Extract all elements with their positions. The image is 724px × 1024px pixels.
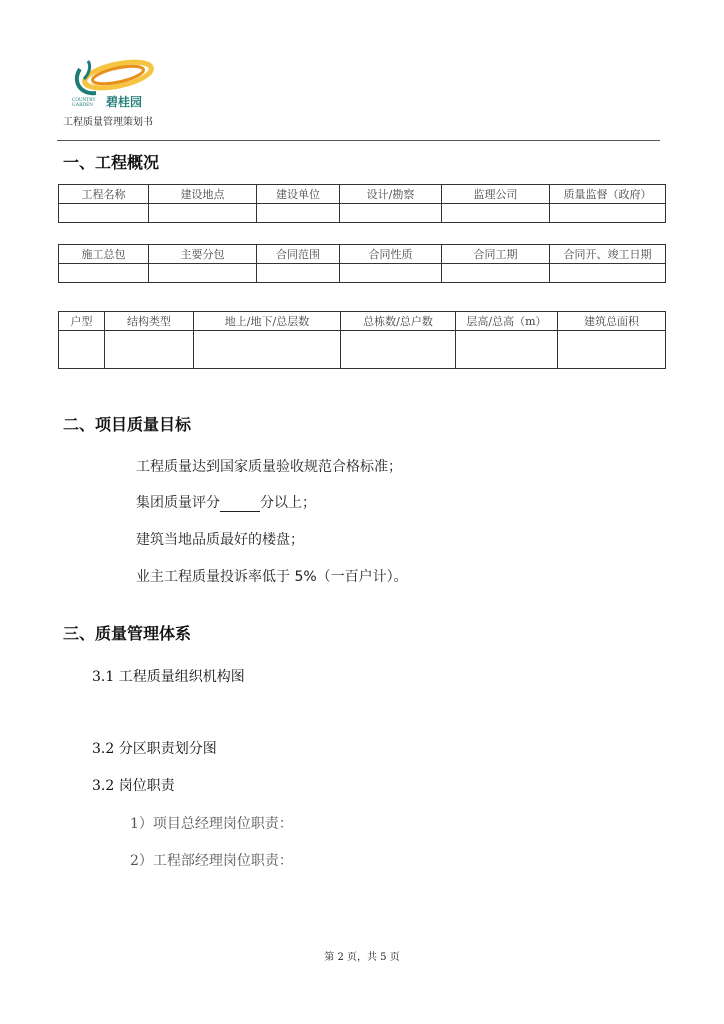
table-cell[interactable] xyxy=(340,204,442,223)
table-header-cell: 层高/总高（m） xyxy=(456,312,558,331)
subsection-3-2b: 3.2 岗位职责 xyxy=(92,778,175,794)
table-cell[interactable] xyxy=(550,204,666,223)
table-header-cell: 主要分包 xyxy=(149,245,257,264)
table-cell[interactable] xyxy=(149,204,257,223)
quality-goal-2 xyxy=(136,492,316,512)
table-header-cell: 总栋数/总户数 xyxy=(341,312,456,331)
page-number: 第 2 页，共 5 页 xyxy=(324,952,400,963)
table-cell[interactable] xyxy=(341,331,456,369)
table-cell[interactable] xyxy=(194,331,341,369)
project-info-table-1 xyxy=(58,184,666,223)
table-cell[interactable] xyxy=(257,204,340,223)
table-row xyxy=(59,264,666,283)
logo-english-text: COUNTRY GARDEN xyxy=(72,98,96,108)
table-header-cell: 建设地点 xyxy=(149,185,257,204)
quality-goal-4: 业主工程质量投诉率低于 5%（一百户计）。 xyxy=(136,569,408,585)
logo-chinese-text: 碧桂园 xyxy=(106,95,143,109)
table-cell[interactable] xyxy=(257,264,340,283)
table-header-cell: 合同性质 xyxy=(340,245,442,264)
table-cell[interactable] xyxy=(340,264,442,283)
table-row xyxy=(59,331,666,369)
quality-goal-3: 建筑当地品质最好的楼盘； xyxy=(136,532,304,548)
table-header-cell: 合同工期 xyxy=(442,245,550,264)
header-divider xyxy=(57,140,660,141)
table-header-cell: 合同开、竣工日期 xyxy=(550,245,666,264)
table-row xyxy=(59,204,666,223)
goal-2-suffix: 分以上； xyxy=(260,495,316,511)
table-header-cell: 地上/地下/总层数 xyxy=(194,312,341,331)
table-header-cell: 建筑总面积 xyxy=(558,312,666,331)
quality-goal-1: 工程质量达到国家质量验收规范合格标准； xyxy=(136,459,402,475)
table-cell[interactable] xyxy=(105,331,194,369)
goal-2-prefix: 集团质量评分 xyxy=(136,495,220,511)
duty-item-1: 1）项目总经理岗位职责： xyxy=(130,816,293,832)
table-header-row xyxy=(59,245,666,264)
score-blank-field[interactable] xyxy=(220,497,260,512)
section-3-heading: 三、质量管理体系 xyxy=(63,624,192,643)
table-header-cell: 户型 xyxy=(59,312,105,331)
project-info-table-2 xyxy=(58,244,666,283)
table-header-cell: 监理公司 xyxy=(442,185,550,204)
table-header-cell: 设计/勘察 xyxy=(340,185,442,204)
table-cell[interactable] xyxy=(442,264,550,283)
section-1-heading: 一、工程概况 xyxy=(63,153,160,172)
section-2-heading: 二、项目质量目标 xyxy=(63,415,192,434)
table-cell[interactable] xyxy=(59,204,149,223)
project-info-table-3 xyxy=(58,311,666,369)
document-title: 工程质量管理策划书 xyxy=(63,117,153,128)
table-header-cell: 合同范围 xyxy=(257,245,340,264)
table-header-cell: 施工总包 xyxy=(59,245,149,264)
table-cell[interactable] xyxy=(558,331,666,369)
table-cell[interactable] xyxy=(59,264,149,283)
duty-item-2: 2）工程部经理岗位职责： xyxy=(130,853,293,869)
table-cell[interactable] xyxy=(59,331,105,369)
table-cell[interactable] xyxy=(456,331,558,369)
table-cell[interactable] xyxy=(149,264,257,283)
subsection-3-2: 3.2 分区职责划分图 xyxy=(92,741,217,757)
table-header-cell: 结构类型 xyxy=(105,312,194,331)
table-cell[interactable] xyxy=(550,264,666,283)
table-cell[interactable] xyxy=(442,204,550,223)
table-header-cell: 质量监督（政府） xyxy=(550,185,666,204)
table-header-cell: 工程名称 xyxy=(59,185,149,204)
subsection-3-1: 3.1 工程质量组织机构图 xyxy=(92,669,245,685)
table-header-row xyxy=(59,185,666,204)
table-header-row xyxy=(59,312,666,331)
table-header-cell: 建设单位 xyxy=(257,185,340,204)
